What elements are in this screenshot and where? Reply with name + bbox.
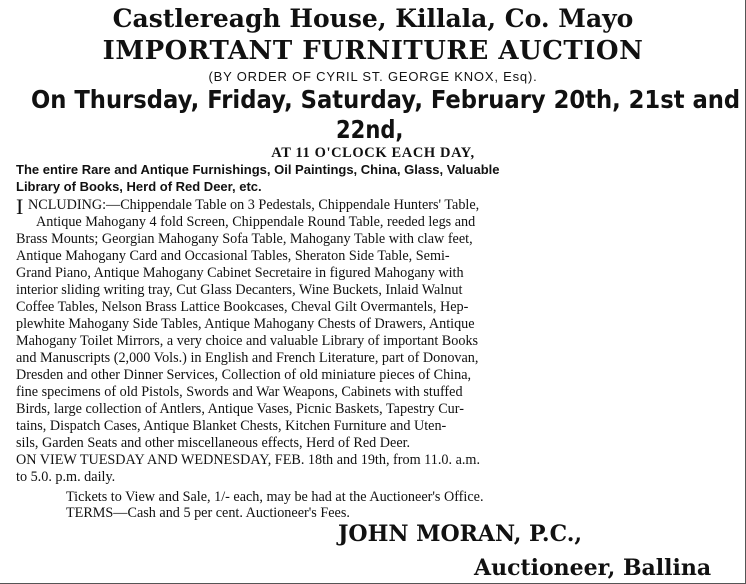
auctioneer-title: Auctioneer, Ballina <box>474 555 712 581</box>
body-line: Coffee Tables, Nelson Brass Lattice Bookcases, Cheval Gilt Overmantels, Hep- <box>16 299 469 315</box>
dates-line-2: 22nd, <box>336 115 404 144</box>
body-line: fine specimens of old Pistols, Swords and War Weapons, Cabinets with stuffed <box>16 384 463 400</box>
terms-line: TERMS—Cash and 5 per cent. Auctioneer's Fees. <box>66 505 350 521</box>
order-line: (BY ORDER OF CYRIL ST. GEORGE KNOX, Esq). <box>208 69 538 84</box>
view-line-2: to 5.0. p.m. daily. <box>16 469 116 485</box>
body-line: Antique Mahogany 4 fold Screen, Chippendale Round Table, reeded legs and <box>36 214 476 230</box>
body-line: Dresden and other Dinner Services, Collection of old miniature pieces of China, <box>16 367 472 383</box>
body-line: Brass Mounts; Georgian Mahogany Sofa Table, Mahogany Table with claw feet, <box>16 231 473 247</box>
body-line: Birds, large collection of Antlers, Antique Vases, Picnic Baskets, Tapestry Cur- <box>16 401 464 417</box>
body-line: sils, Garden Seats and other miscellaneous effects, Herd of Red Deer. <box>16 435 411 451</box>
body-line: NCLUDING:—Chippendale Table on 3 Pedestals, Chippendale Hunters' Table, <box>28 197 480 213</box>
body-line: tains, Dispatch Cases, Antique Blanket Chests, Kitchen Furniture and Uten- <box>16 418 447 434</box>
tickets-line: Tickets to View and Sale, 1/- each, may be had at the Auctioneer's Office. <box>66 489 484 505</box>
body-line: Antique Mahogany Card and Occasional Tables, Sheraton Side Table, Semi- <box>16 248 450 264</box>
intro-line-2: Library of Books, Herd of Red Deer, etc. <box>16 179 262 194</box>
intro-line-1: The entire Rare and Antique Furnishings, Oil Paintings, China, Glass, Valuable <box>16 162 500 177</box>
auctioneer-name: JOHN MORAN, P.C., <box>338 521 583 547</box>
body-line: and Manuscripts (2,000 Vols.) in English and French Literature, part of Donovan, <box>16 350 479 366</box>
view-line-1: ON VIEW TUESDAY AND WEDNESDAY, FEB. 18th and 19th, from 11.0. a.m. <box>16 452 480 468</box>
time-line: AT 11 O'CLOCK EACH DAY, <box>271 145 475 161</box>
body-line: Mahogany Toilet Mirrors, a very choice and valuable Library of important Books <box>16 333 479 349</box>
body-line: interior sliding writing tray, Cut Glass Decanters, Wine Buckets, Inlaid Walnut <box>16 282 463 298</box>
dates-line-1: On Thursday, Friday, Saturday, February 20th, 21st and <box>31 85 741 114</box>
location-heading: Castlereagh House, Killala, Co. Mayo <box>112 4 634 33</box>
body-line: plewhite Mahogany Side Tables, Antique Mahogany Chests of Drawers, Antique <box>16 316 475 332</box>
body-line: Grand Piano, Antique Mahogany Cabinet Secretaire in figured Mahogany with <box>16 265 464 281</box>
auction-title: IMPORTANT FURNITURE AUCTION <box>102 36 644 66</box>
drop-initial: I <box>16 194 24 219</box>
